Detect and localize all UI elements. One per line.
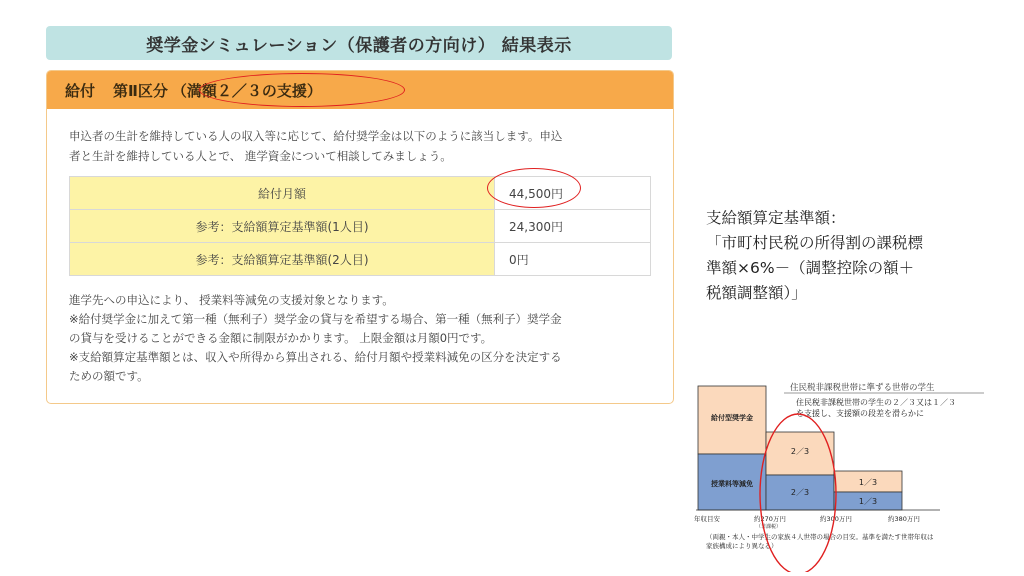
side-note-line: 「市町村民税の所得割の課税標 bbox=[706, 234, 924, 252]
left-bottom-label: 授業料等減免 bbox=[711, 480, 753, 488]
axis-tick-label: 約270万円 bbox=[754, 515, 786, 523]
notes bbox=[69, 291, 659, 386]
table-row bbox=[70, 243, 651, 276]
diagram-footnote-line: （両親・本人・中学生の家族４人世帯の場合の目安。基準を満たす世帯年収は bbox=[706, 533, 934, 541]
diagram-footnote-line: 家族構成により異なる） bbox=[706, 542, 778, 550]
row-label: 参考：支給額算定基準額(1人目) bbox=[70, 210, 495, 243]
mid-top-label: 2／3 bbox=[790, 447, 810, 456]
axis-tick-sublabel: （非課税） bbox=[756, 524, 782, 530]
side-note-line: 支給額算定基準額： bbox=[706, 209, 846, 227]
side-note-line: 税額調整額）」 bbox=[706, 284, 807, 302]
left-top-label: 給付型奨学金 bbox=[711, 414, 753, 422]
section-kind: 給付 bbox=[65, 81, 96, 100]
section-support: （満額２／３の支援） bbox=[171, 81, 322, 100]
note-line: ※給付奨学金に加えて第一種（無利子）奨学金の貸与を希望する場合、第一種（無利子）奨学金 bbox=[69, 312, 562, 326]
side-note-line: 準額×6%－（調整控除の額＋ bbox=[706, 259, 915, 277]
note-line: ための額です。 bbox=[69, 369, 149, 383]
diagram-sub-line: を支援し、支援額の段差を滑らかに bbox=[796, 409, 924, 418]
table-row bbox=[70, 210, 651, 243]
right-bottom-label: 1／3 bbox=[858, 497, 878, 506]
section-category: 第Ⅱ区分 bbox=[113, 81, 168, 100]
description-line: 者と生計を維持している人とで、 進学資金について相談してみましょう。 bbox=[69, 149, 452, 163]
support-diagram-svg bbox=[692, 382, 1012, 572]
axis-tick-label: 約380万円 bbox=[888, 515, 920, 523]
note-line: 進学先への申込により、 授業料等減免の支援対象となります。 bbox=[69, 293, 394, 307]
description-line: 申込者の生計を維持している人の収入等に応じて、給付奨学金は以下のように該当します。申込 bbox=[69, 129, 563, 143]
row-label: 給付月額 bbox=[70, 177, 495, 210]
result-card bbox=[46, 70, 674, 404]
axis-tick-label: 約300万円 bbox=[820, 515, 852, 523]
row-value: 24,300円 bbox=[495, 210, 651, 243]
note-line: ※支給額算定基準額とは、収入や所得から算出される、給付月額や授業料減免の区分を決定する bbox=[69, 350, 562, 364]
description bbox=[69, 126, 649, 166]
support-diagram bbox=[692, 382, 1012, 572]
mid-bottom-label: 2／3 bbox=[790, 488, 810, 497]
diagram-sub-line: 住民税非課税世帯の学生の２／３又は１／３ bbox=[796, 398, 956, 407]
side-note bbox=[706, 206, 1006, 306]
highlight-oval-amount bbox=[487, 168, 581, 208]
note-line: の貸与を受けることができる金額に制限がかかります。 上限金額は月額0円です。 bbox=[69, 331, 493, 345]
row-label: 参考：支給額算定基準額(2人目) bbox=[70, 243, 495, 276]
row-value: 0円 bbox=[495, 243, 651, 276]
axis-start-label: 年収目安 bbox=[694, 515, 720, 523]
right-top-label: 1／3 bbox=[858, 478, 878, 487]
highlight-oval-support bbox=[199, 73, 405, 107]
row-value: 44,500円 bbox=[495, 177, 651, 210]
page-title: 奨学金シミュレーション（保護者の方向け） 結果表示 bbox=[46, 26, 672, 60]
diagram-header: 住民税非課税世帯に準ずる世帯の学生 bbox=[790, 383, 935, 393]
